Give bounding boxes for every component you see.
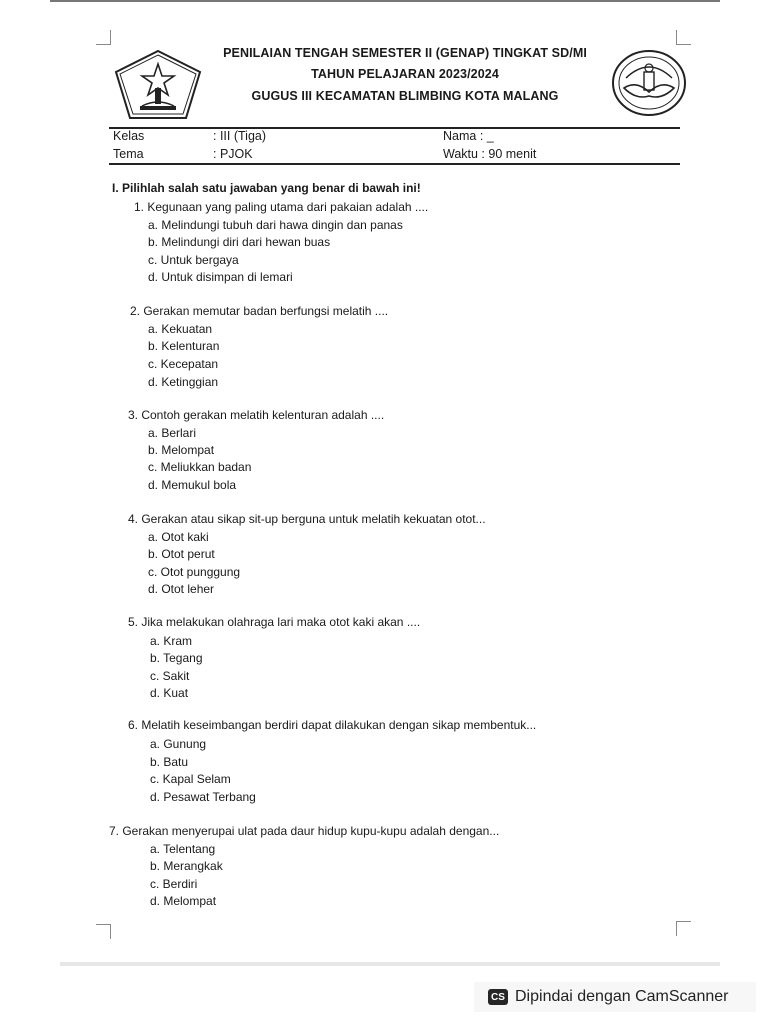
- header-title-line-3: GUGUS III KECAMATAN BLIMBING KOTA MALANG: [251, 89, 559, 103]
- question-1-option-c: c. Untuk bergaya: [148, 253, 239, 267]
- crop-mark-top-right: [676, 30, 691, 45]
- question-7-option-b: b. Merangkak: [150, 859, 223, 873]
- question-5: 5. Jika melakukan olahraga lari maka otot kaki akan ....: [128, 615, 421, 629]
- question-1-option-d: d. Untuk disimpan di lemari: [148, 270, 293, 284]
- waktu-field: Waktu : 90 menit: [443, 147, 537, 161]
- camscanner-watermark-text: Dipindai dengan CamScanner: [515, 988, 729, 1005]
- question-2-option-c: c. Kecepatan: [148, 357, 219, 371]
- kelas-label: Kelas: [113, 129, 145, 143]
- crop-mark-bottom-left: [96, 924, 111, 939]
- question-6-option-c: c. Kapal Selam: [150, 772, 231, 786]
- question-7: 7. Gerakan menyerupai ulat pada daur hidup kupu-kupu adalah dengan...: [109, 824, 500, 838]
- question-7-option-a: a. Telentang: [150, 842, 216, 856]
- question-3-option-c: c. Meliukkan badan: [148, 460, 252, 474]
- question-6: 6. Melatih keseimbangan berdiri dapat dilakukan dengan sikap membentuk...: [128, 718, 537, 732]
- question-4-option-b: b. Otot perut: [148, 547, 215, 561]
- question-5-option-b: b. Tegang: [150, 651, 203, 665]
- header-title-line-2: TAHUN PELAJARAN 2023/2024: [311, 67, 499, 81]
- question-6-option-d: d. Pesawat Terbang: [150, 790, 256, 804]
- question-3-option-b: b. Melompat: [148, 443, 215, 457]
- question-4-option-a: a. Otot kaki: [148, 530, 209, 544]
- header-rule-top: [109, 127, 680, 129]
- question-2: 2. Gerakan memutar badan berfungsi melatih ....: [130, 304, 389, 318]
- question-5-option-d: d. Kuat: [150, 686, 189, 700]
- nama-field: Nama : _: [443, 129, 494, 143]
- scan-top-border: [50, 0, 720, 2]
- question-7-option-c: c. Berdiri: [150, 877, 198, 891]
- question-2-option-d: d. Ketinggian: [148, 375, 219, 389]
- kelas-value: : III (Tiga): [213, 129, 267, 143]
- question-4: 4. Gerakan atau sikap sit-up berguna untuk melatih kekuatan otot...: [128, 512, 486, 526]
- question-3: 3. Contoh gerakan melatih kelenturan adalah ....: [128, 408, 385, 422]
- question-1-option-b: b. Melindungi diri dari hewan buas: [148, 235, 331, 249]
- question-2-option-a: a. Kekuatan: [148, 322, 213, 336]
- question-5-option-a: a. Kram: [150, 634, 193, 648]
- header-title-line-1: PENILAIAN TENGAH SEMESTER II (GENAP) TINGKAT SD/MI: [223, 46, 587, 60]
- tut-wuri-handayani-icon: [610, 48, 688, 118]
- question-4-option-d: d. Otot leher: [148, 582, 215, 596]
- question-1-option-a: a. Melindungi tubuh dari hawa dingin dan panas: [148, 218, 403, 232]
- question-7-option-d: d. Melompat: [150, 894, 217, 908]
- page-bottom-edge: [60, 962, 720, 966]
- crop-mark-bottom-right: [676, 921, 691, 936]
- question-1: 1. Kegunaan yang paling utama dari pakaian adalah ....: [134, 200, 429, 214]
- question-5-option-c: c. Sakit: [150, 669, 190, 683]
- question-3-option-d: d. Memukul bola: [148, 478, 237, 492]
- crop-mark-top-left: [96, 30, 111, 45]
- question-4-option-c: c. Otot punggung: [148, 565, 241, 579]
- question-2-option-b: b. Kelenturan: [148, 339, 220, 353]
- question-3-option-a: a. Berlari: [148, 426, 197, 440]
- camscanner-watermark: [474, 982, 756, 1012]
- header-rule-bottom: [109, 163, 680, 165]
- question-6-option-b: b. Batu: [150, 755, 189, 769]
- tema-value: : PJOK: [213, 147, 253, 161]
- tema-label: Tema: [113, 147, 144, 161]
- question-6-option-a: a. Gunung: [150, 737, 207, 751]
- section-instruction: I. Pilihlah salah satu jawaban yang benar di bawah ini!: [112, 181, 421, 195]
- camscanner-logo-icon: CS: [488, 989, 508, 1005]
